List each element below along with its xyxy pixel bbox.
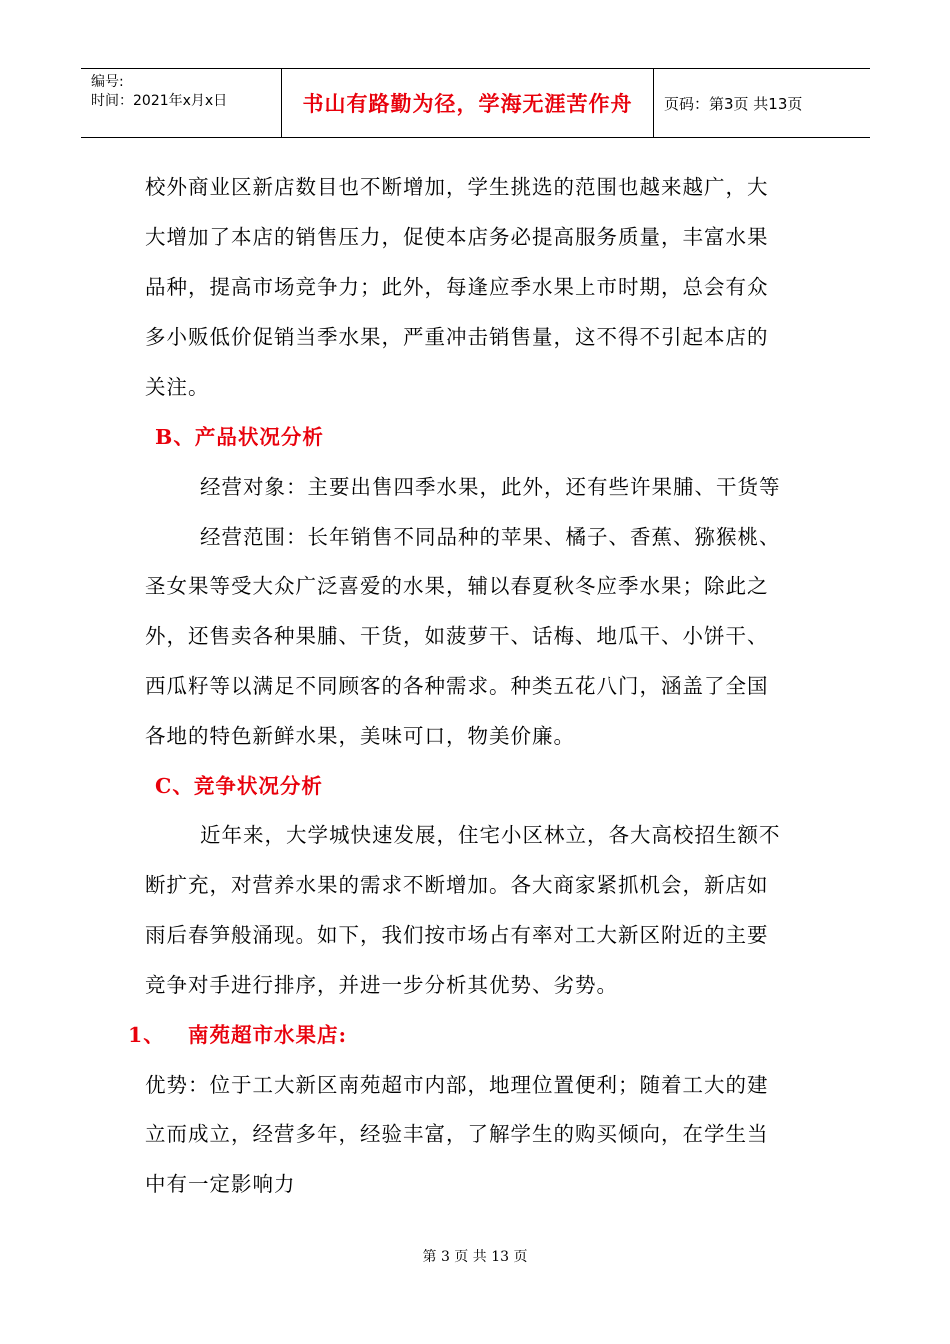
text-line: 大增加了本店的销售压力，促使本店务必提高服务质量，丰富水果 [145, 225, 769, 249]
text-line: 外，还售卖各种果脯、干货，如菠萝干、话梅、地瓜干、小饼干、 [145, 624, 769, 648]
text-line: 立而成立，经营多年，经验丰富，了解学生的购买倾向，在学生当 [145, 1122, 769, 1146]
document-header [81, 68, 870, 138]
text-line: 品种，提高市场竞争力；此外，每逢应季水果上市时期，总会有众 [145, 275, 769, 299]
heading-c: C、竞争状况分析 [155, 774, 323, 798]
heading-b: B、产品状况分析 [155, 425, 324, 449]
page-footer: 第 3 页 共 13 页 [422, 1249, 528, 1265]
text-line: 雨后春笋般涌现。如下，我们按市场占有率对工大新区附近的主要 [145, 923, 769, 947]
item1-number: 1、 [128, 1023, 165, 1047]
text-line: 断扩充，对营养水果的需求不断增加。各大商家紧抓机会，新店如 [145, 873, 769, 897]
text-line: 西瓜籽等以满足不同顾客的各种需求。种类五花八门，涵盖了全国 [145, 674, 769, 698]
text-line: 近年来，大学城快速发展，住宅小区林立，各大高校招生额不 [200, 823, 781, 847]
header-meta [81, 69, 282, 137]
text-line: 圣女果等受大众广泛喜爱的水果，辅以春夏秋冬应季水果；除此之 [145, 574, 769, 598]
header-page-info: 页码：第3页 共13页 [664, 94, 803, 113]
text-line: 各地的特色新鲜水果，美味可口，物美价廉。 [145, 724, 575, 748]
time-label: 时间：2021年x月x日 [91, 93, 228, 109]
text-line: 校外商业区新店数目也不断增加，学生挑选的范围也越来越广，大 [145, 175, 769, 199]
text-line: 优势：位于工大新区南苑超市内部，地理位置便利；随着工大的建 [145, 1073, 769, 1097]
text-line: 中有一定影响力 [145, 1172, 296, 1196]
business-object: 经营对象：主要出售四季水果，此外，还有些许果脯、干货等 [200, 475, 781, 499]
text-line: 竞争对手进行排序，并进一步分析其优势、劣势。 [145, 973, 618, 997]
text-line: 经营范围：长年销售不同品种的苹果、橘子、香蕉、猕猴桃、 [200, 525, 781, 549]
item1-title: 南苑超市水果店: [188, 1023, 348, 1047]
text-line: 关注。 [145, 375, 210, 399]
text-line: 多小贩低价促销当季水果，严重冲击销售量，这不得不引起本店的 [145, 325, 769, 349]
header-motto: 书山有路勤为径，学海无涯苦作舟 [282, 69, 654, 137]
number-label: 编号: [91, 74, 124, 90]
